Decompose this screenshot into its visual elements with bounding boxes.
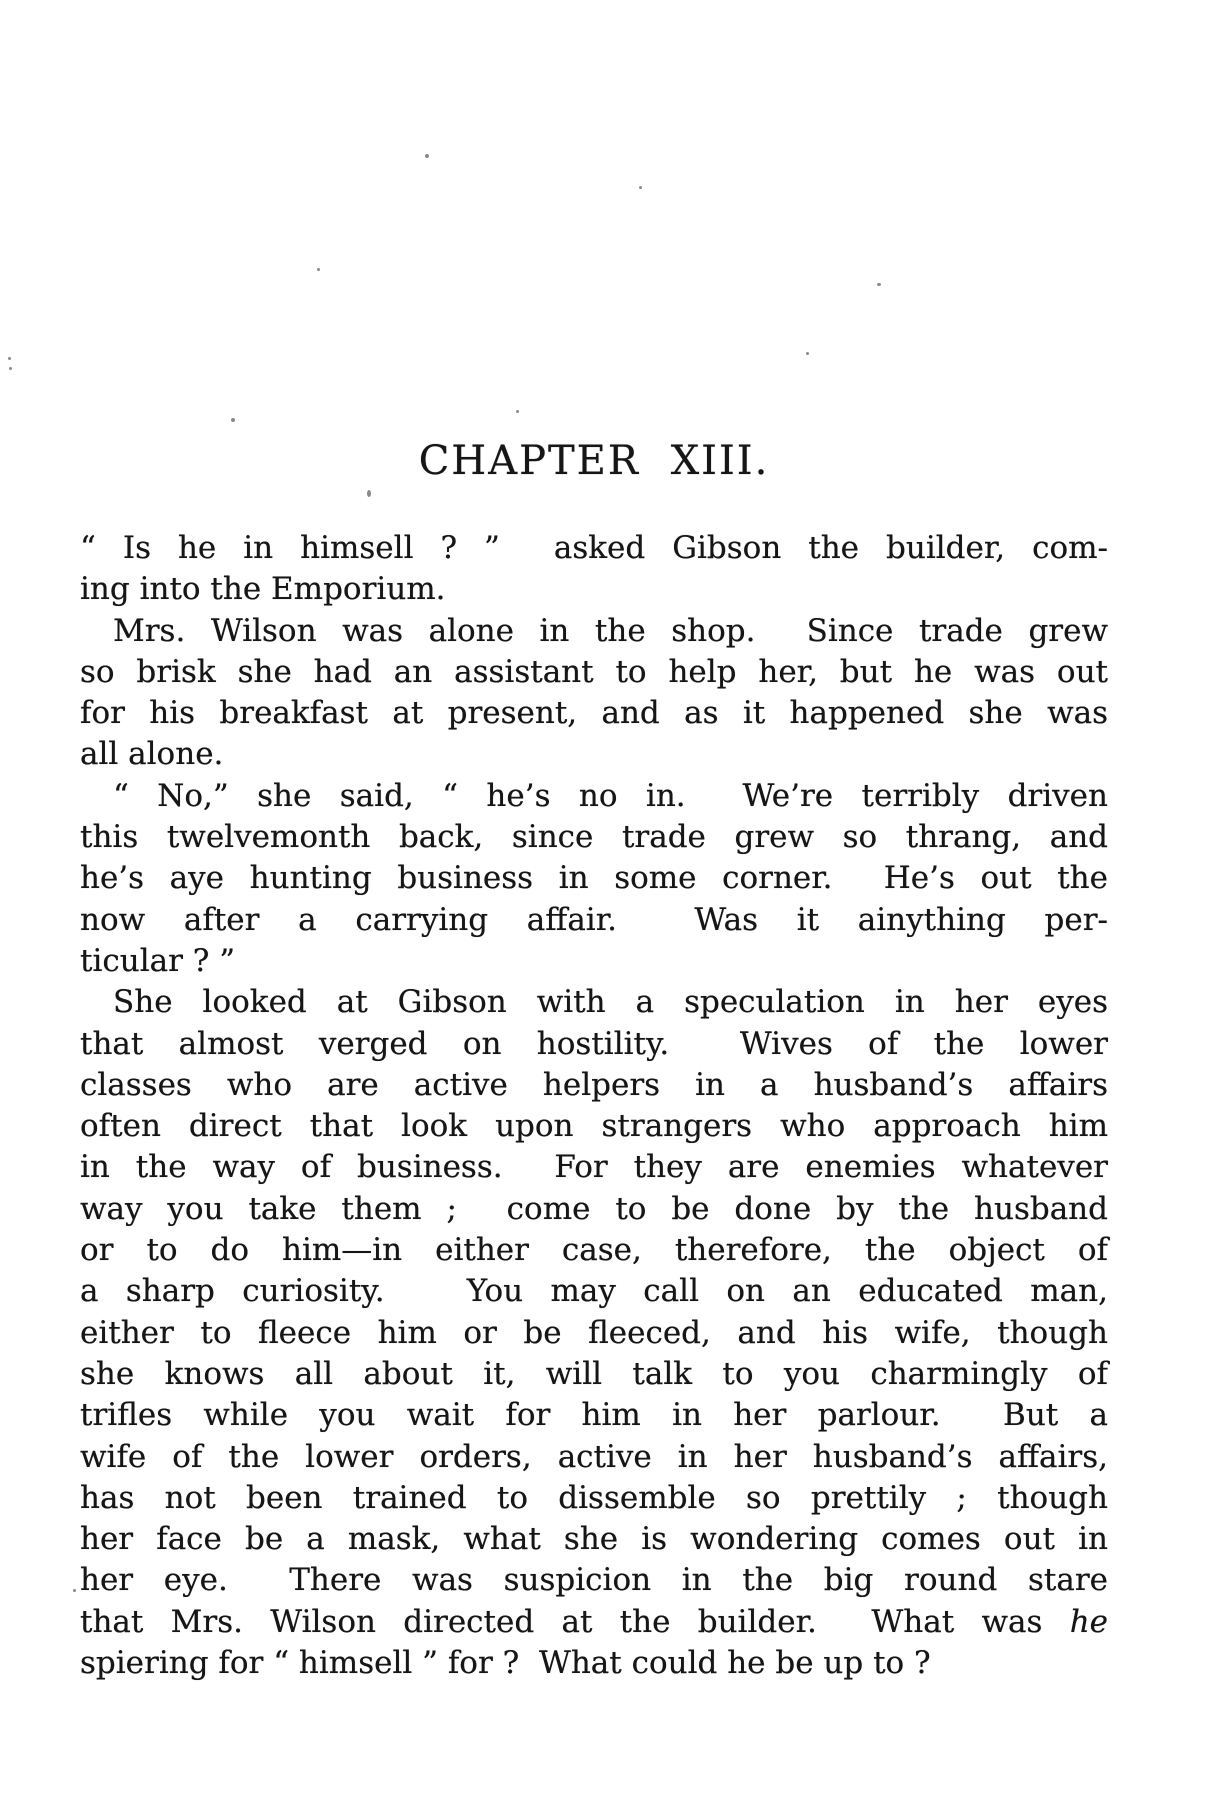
text-line: “ No,” she said, “ he’s no in. We’re terribly driven	[113, 777, 1108, 814]
text-line: way you take them ; come to be done by the husband	[80, 1190, 1108, 1227]
text-line: ticular ? ”	[80, 942, 236, 979]
scan-speck	[9, 367, 12, 370]
text-line: that almost verged on hostility. Wives of the lower	[80, 1025, 1108, 1062]
text-line: all alone.	[80, 736, 224, 773]
text-line: so brisk she had an assistant to help her, but he was out	[80, 653, 1108, 690]
text-line: classes who are active helpers in a husband’s affairs	[80, 1066, 1108, 1103]
text-line: either to fleece him or be fleeced, and his wife, though	[80, 1314, 1108, 1351]
paragraph	[80, 611, 1108, 776]
text-line: her eye. There was suspicion in the big round stare	[80, 1562, 1108, 1599]
text-line: “ Is he in himsell ? ” asked Gibson the builder, com-	[80, 530, 1108, 566]
text-line: or to do him—in either case, therefore, the object of	[80, 1232, 1108, 1269]
text-line: trifles while you wait for him in her parlour. But a	[80, 1397, 1108, 1434]
scan-speck	[516, 410, 519, 413]
scan-speck	[639, 186, 642, 189]
scan-speck	[317, 268, 320, 271]
text-line: her face be a mask, what she is wondering comes out in	[80, 1521, 1108, 1558]
text-line: ing into the Emporium.	[80, 571, 446, 608]
text-line: that Mrs. Wilson directed at the builder. What was he	[80, 1603, 1108, 1640]
paragraph	[80, 982, 1108, 1684]
scan-speck	[806, 352, 809, 355]
text-line: a sharp curiosity. You may call on an educated man,	[80, 1273, 1108, 1310]
chapter-heading: CHAPTER XIII.	[418, 438, 770, 484]
scan-speck	[231, 418, 235, 422]
text-line: she knows all about it, will talk to you charmingly of	[80, 1355, 1108, 1392]
text-line: wife of the lower orders, active in her husband’s affairs,	[80, 1438, 1108, 1475]
text-line: has not been trained to dissemble so prettily ; though	[80, 1479, 1108, 1516]
text-line: Mrs. Wilson was alone in the shop. Since trade grew	[113, 612, 1108, 649]
paragraph	[80, 776, 1108, 982]
text-column	[80, 528, 1108, 1684]
text-line: She looked at Gibson with a speculation in her eyes	[113, 984, 1108, 1021]
text-line: this twelvemonth back, since trade grew so thrang, and	[80, 819, 1108, 856]
scan-speck	[73, 1589, 76, 1592]
text-line: often direct that look upon strangers who approach him	[80, 1108, 1108, 1145]
scan-speck	[367, 490, 371, 497]
text-line: spiering for “ himsell ” for ? What could he be up to ?	[80, 1645, 931, 1682]
scan-speck	[425, 154, 429, 158]
scan-speck	[8, 357, 11, 360]
text-line: in the way of business. For they are enemies whatever	[80, 1149, 1108, 1186]
text-line: he’s aye hunting business in some corner. He’s out the	[80, 860, 1108, 897]
paragraph	[80, 528, 1108, 611]
text-line: for his breakfast at present, and as it happened she was	[80, 695, 1108, 732]
text-line: now after a carrying affair. Was it ainything per-	[80, 901, 1108, 938]
scan-speck	[877, 283, 881, 286]
